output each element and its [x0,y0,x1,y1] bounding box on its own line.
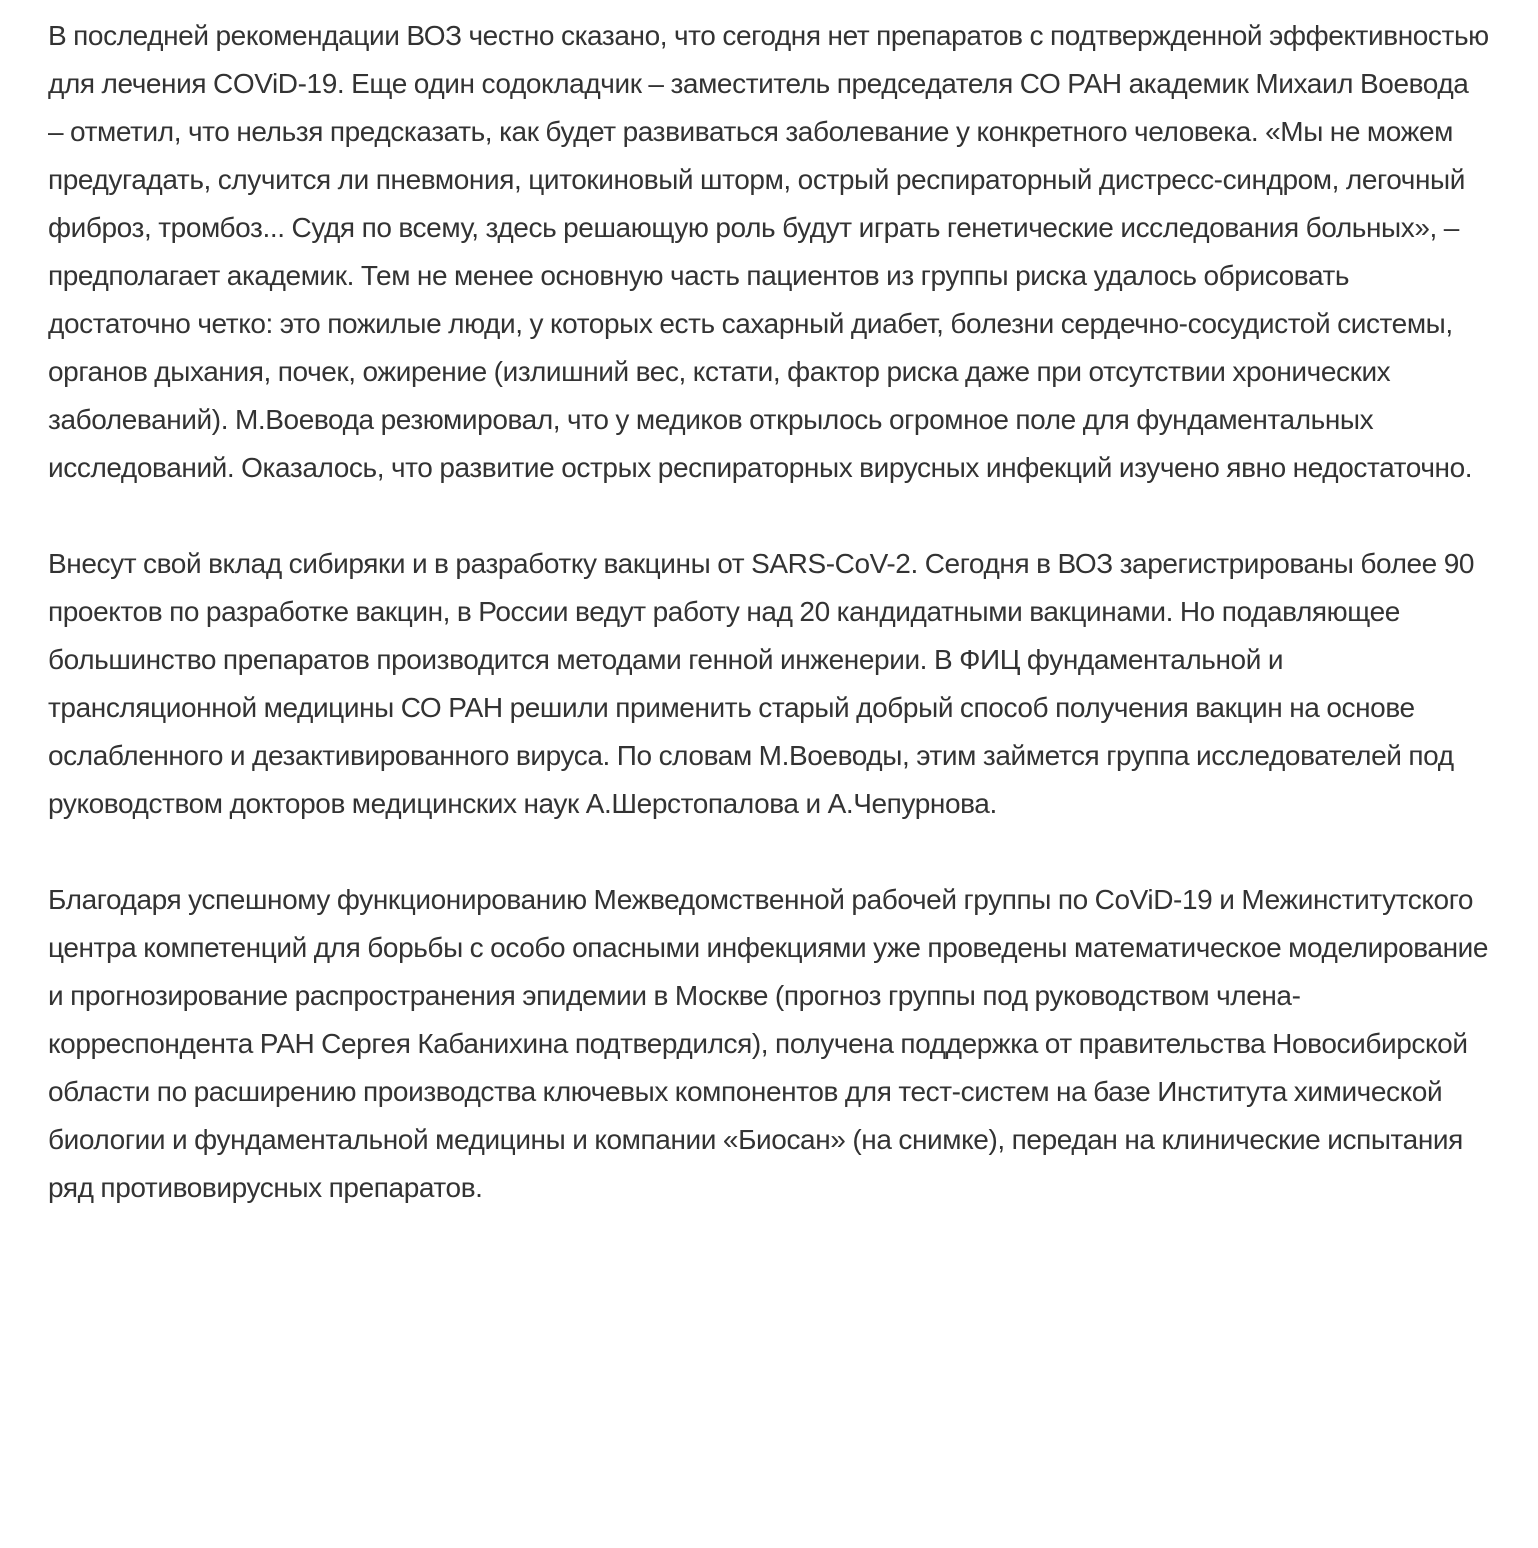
article-paragraph-3: Благодаря успешному функционированию Межведомственной рабочей группы по CoViD-19 и Межинститутского центра компетенций для борьбы с особо опасными инфекциями уже проведены математическое моделирование и прогнозирование распространения эпидемии в Москве (прогноз группы под руководством члена-корреспондента РАН Сергея Кабанихина подтвердился), получена поддержка от правительства Новосибирской области по расширению производства ключевых компонентов для тест-систем на базе Института химической биологии и фундаментальной медицины и компании «Биосан» (на снимке), передан на клинические испытания ряд противовирусных препаратов. [48,884,1489,1203]
article-paragraph-2: Внесут свой вклад сибиряки и в разработку вакцины от SARS-CoV-2. Сегодня в ВОЗ зарегистрированы более 90 проектов по разработке вакцин, в России ведут работу над 20 кандидатными вакцинами. Но подавляющее большинство препаратов производится методами генной инженерии. В ФИЦ фундаментальной и трансляционной медицины СО РАН решили применить старый добрый способ получения вакцин на основе ослабленного и дезактивированного вируса. По словам М.Воеводы, этим займется группа исследователей под руководством докторов медицинских наук А.Шерстопалова и А.Чепурнова. [48,548,1475,819]
article-paragraph-1: В последней рекомендации ВОЗ честно сказано, что сегодня нет препаратов с подтвержденной эффективностью для лечения COViD-19. Еще один содокладчик – заместитель председателя СО РАН академик Михаил Воевода – отметил, что нельзя предсказать, как будет развиваться заболевание у конкретного человека. «Мы не можем предугадать, случится ли пневмония, цитокиновый шторм, острый респираторный дистресс-синдром, легочный фиброз, тромбоз... Судя по всему, здесь решающую роль будут играть генетические исследования больных», – предполагает академик. Тем не менее основную часть пациентов из группы риска удалось обрисовать достаточно четко: это пожилые люди, у которых есть сахарный диабет, болезни сердечно-сосудистой системы, органов дыхания, почек, ожирение (излишний вес, кстати, фактор риска даже при отсутствии хронических заболеваний). М.Воевода резюмировал, что у медиков открылось огромное поле для фундаментальных исследований. Оказалось, что развитие острых респираторных вирусных инфекций изучено явно недостаточно. [48,20,1489,483]
